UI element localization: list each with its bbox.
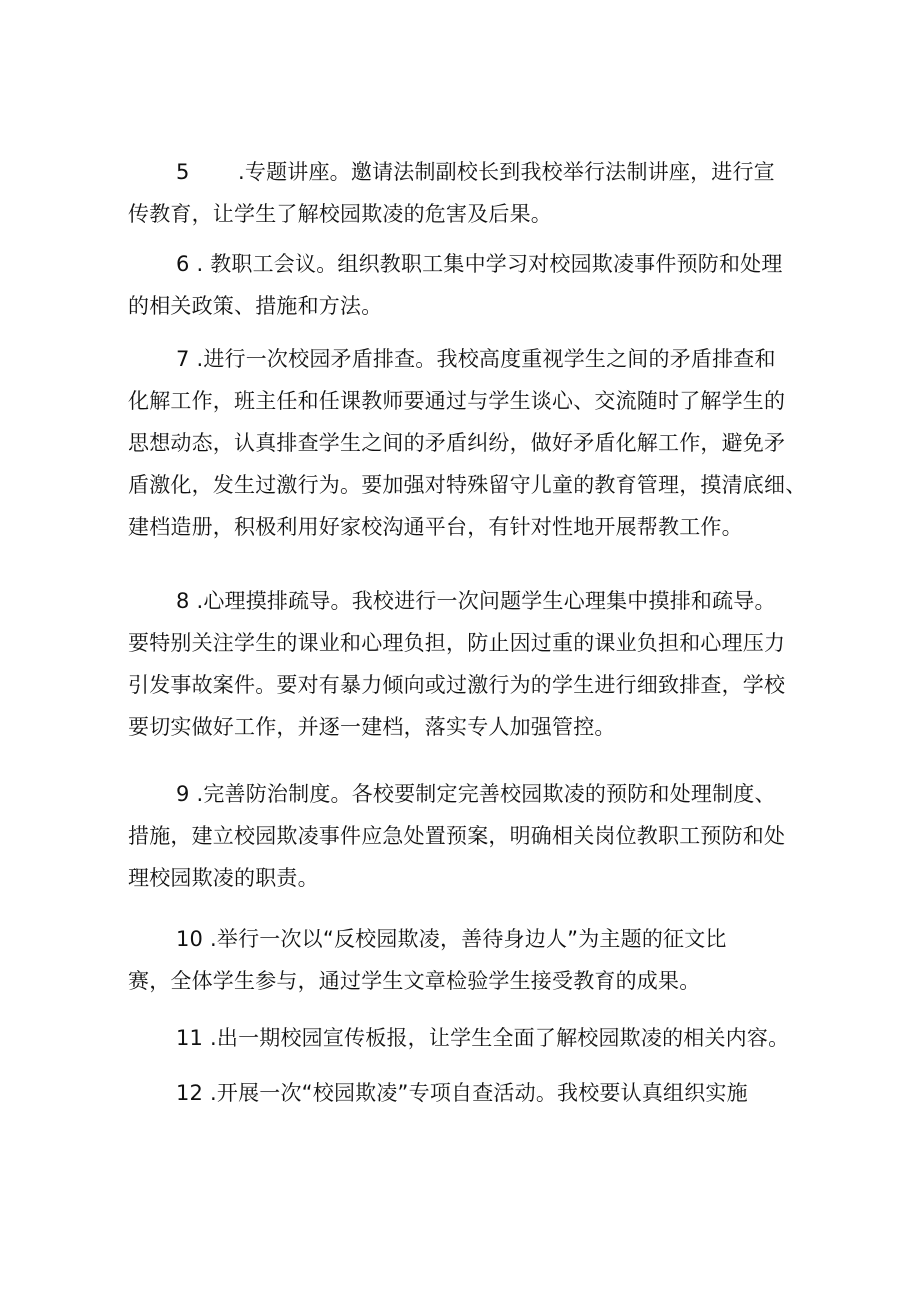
text-line: 传教育，让学生了解校园欺凌的危害及后果。 [128,202,552,226]
list-item [128,1017,796,1059]
list-item [128,243,796,327]
text-line [128,918,796,960]
list-item [128,151,796,235]
item-number: 12 [176,1081,204,1105]
text-line: 盾激化，发生过激行为。要加强对特殊留守儿童的教育管理，摸清底细、 [128,473,807,497]
text-line: 要切实做好工作，并逐一建档，落实专人加强管控。 [128,715,616,739]
text-line: 赛，全体学生参与，通过学生文章检验学生接受教育的成果。 [128,969,701,993]
text-line [128,151,796,193]
text-line [128,773,796,815]
line-text: .完善防治制度。各校要制定完善校园欺凌的预防和处理制度、 [189,782,776,806]
item-number: 6 [176,252,190,276]
list-item [128,918,796,1002]
item-number: 9 [176,782,190,806]
text-line: 理校园欺凌的职责。 [128,866,319,890]
line-text: .心理摸排疏导。我校进行一次问题学生心理集中摸排和疏导。 [189,589,776,613]
item-number: 7 [176,347,190,371]
item-number: 11 [176,1026,204,1050]
text-line: 建档造册，积极利用好家校沟通平台，有针对性地开展帮教工作。 [128,515,743,539]
item-number: 10 [176,927,204,951]
list-item [128,580,796,748]
line-text: .专题讲座。邀请法制副校长到我校举行法制讲座，进行宣 [238,160,775,184]
item-number: 8 [176,589,190,613]
line-text: .出一期校园宣传板报，让学生全面了解校园欺凌的相关内容。 [203,1026,790,1050]
list-item [128,1072,796,1114]
text-line [128,243,796,285]
line-text: . 教职工会议。组织教职工集中学习对校园欺凌事件预防和处理 [189,252,783,276]
text-line [128,580,796,622]
line-text: .举行一次以“反校园欺凌，善待身边人”为主题的征文比 [203,927,727,951]
list-item [128,338,807,548]
text-line: 措施，建立校园欺凌事件应急处置预案，明确相关岗位教职工预防和处 [128,824,786,848]
item-number: 5 [176,160,190,184]
text-line: 的相关政策、措施和方法。 [128,294,383,318]
line-text: .进行一次校园矛盾排查。我校高度重视学生之间的矛盾排查和 [189,347,776,371]
list-item [128,773,796,899]
text-line [128,1017,796,1059]
text-line: 化解工作，班主任和任课教师要通过与学生谈心、交流随时了解学生的 [128,389,786,413]
text-line [128,1072,796,1114]
text-line: 引发事故案件。要对有暴力倾向或过激行为的学生进行细致排查，学校 [128,673,786,697]
text-line: 要特别关注学生的课业和心理负担，防止因过重的课业负担和心理压力 [128,631,786,655]
line-text: .开展一次“校园欺凌”专项自查活动。我校要认真组织实施 [203,1081,748,1105]
text-line [128,338,796,380]
text-line: 思想动态，认真排查学生之间的矛盾纠纷，做好矛盾化解工作，避免矛 [128,431,786,455]
